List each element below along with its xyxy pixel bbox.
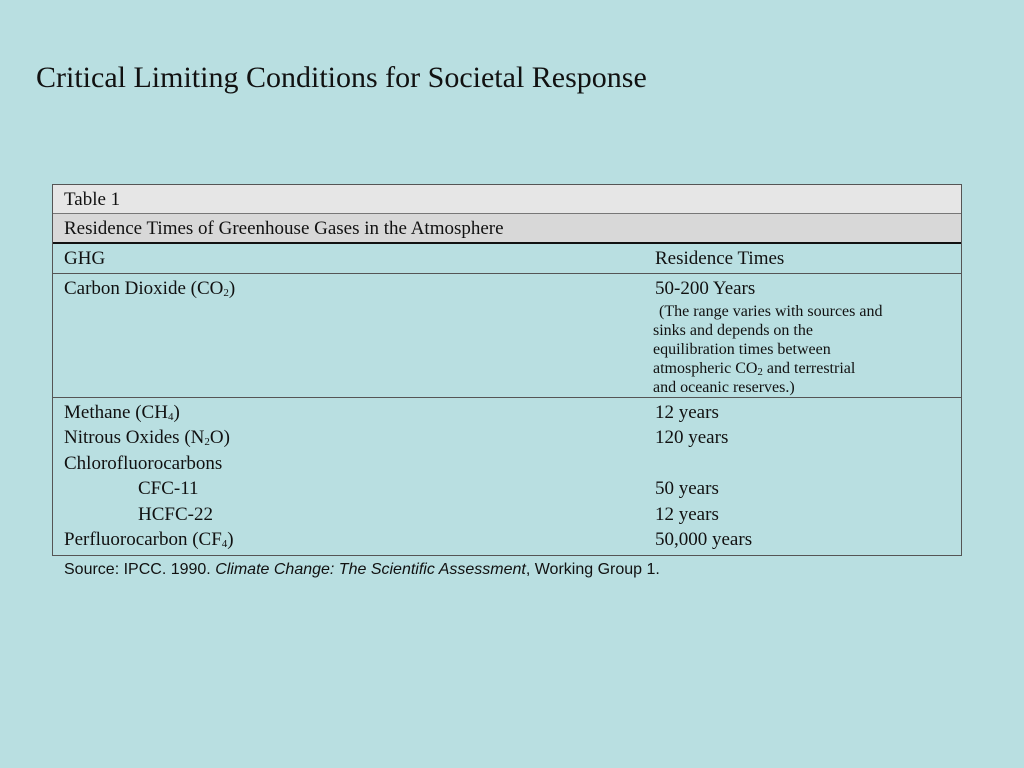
co2-note-line-4: atmospheric $CO_2$ and terrestrial <box>653 360 856 378</box>
header-ghg: GHG <box>64 248 106 269</box>
header-residence-times: Residence Times <box>655 248 785 269</box>
nitrous-name: Nitrous Oxides $(N_2O)$ <box>64 427 230 449</box>
co2-note-line-2: sinks and depends on the <box>653 322 813 339</box>
perfluoro-time: 50,000 years <box>655 528 753 550</box>
table-subtitle: Residence Times of Greenhouse Gases in the Atmosphere <box>53 214 961 244</box>
co2-note-line-3: equilibration times between <box>653 341 831 358</box>
co2-note-line-1: (The range varies with sources and <box>659 303 883 320</box>
hcfc22-time: 12 years <box>655 503 719 525</box>
co2-note <box>653 302 882 397</box>
table-row-other-gases <box>53 398 961 555</box>
methane-time: 12 years <box>655 402 719 423</box>
source-citation: Source: IPCC. 1990. Climate Change: The Scientific Assessment, Working Group 1. <box>64 561 660 578</box>
table-row-co2 <box>53 274 961 398</box>
residence-times-table <box>52 184 962 556</box>
co2-name: Carbon Dioxide $(CO_2)$ <box>64 278 236 299</box>
table-header-row <box>53 244 961 274</box>
hcfc22-name: HCFC-22 <box>138 503 213 525</box>
perfluoro-name: Perfluorocarbon $(CF_4)$ <box>64 528 234 550</box>
slide-title: Critical Limiting Conditions for Societal Response <box>36 61 647 94</box>
cfc11-name: CFC-11 <box>138 478 199 500</box>
co2-note-line-5: and oceanic reserves.) <box>653 379 795 396</box>
cfc-group-time-empty <box>655 451 752 476</box>
other-gases-names <box>64 400 234 552</box>
methane-name: Methane $(CH_4)$ <box>64 402 180 423</box>
co2-time: 50-200 Years <box>655 278 756 299</box>
source-book-title: Climate Change: The Scientific Assessment <box>215 561 526 578</box>
table-caption: Table 1 <box>53 185 961 214</box>
cfc-group-name: Chlorofluorocarbons <box>64 452 223 474</box>
cfc11-time: 50 years <box>655 478 719 500</box>
nitrous-time: 120 years <box>655 427 729 449</box>
other-gases-times <box>655 400 752 552</box>
